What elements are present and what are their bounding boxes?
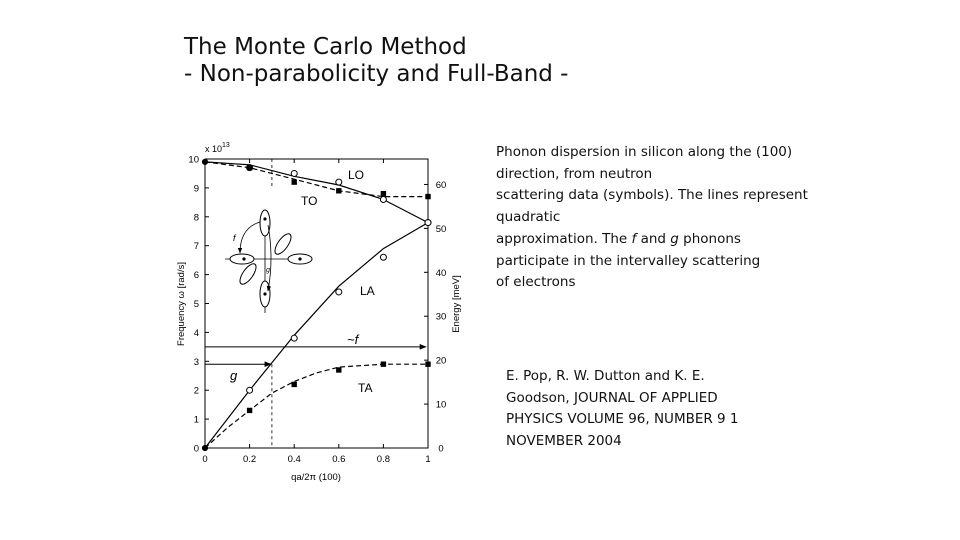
series-line-lo <box>205 162 428 223</box>
chart-labels <box>176 142 462 483</box>
y-tick-label: 2 <box>193 385 199 397</box>
data-point-to <box>336 188 341 193</box>
series-label-la: LA <box>360 284 375 298</box>
valley-center-dot <box>242 257 245 260</box>
x-tick-label: 0.2 <box>242 454 257 465</box>
valley-left <box>230 254 254 264</box>
inset-label-g: g <box>266 267 270 274</box>
chart-svg <box>170 128 470 488</box>
y-right-tick-label: 10 <box>435 399 447 411</box>
valley-top <box>260 210 270 236</box>
y-tick-label: 8 <box>193 212 199 224</box>
data-point-to <box>247 165 252 170</box>
y-axis-label: Frequency ω [rad/s] <box>176 262 187 346</box>
citation-line4: NOVEMBER 2004 <box>506 433 622 450</box>
citation-line3: PHYSICS VOLUME 96, NUMBER 9 1 <box>506 411 739 428</box>
series-line-ta <box>205 364 428 448</box>
x-tick-label: 0.8 <box>376 454 391 465</box>
y-right-tick-label: 50 <box>435 223 447 235</box>
data-point-ta <box>202 445 208 451</box>
y-tick-label: 1 <box>193 414 199 426</box>
data-point-lo <box>380 196 386 202</box>
valley-center-dot <box>263 292 266 295</box>
data-point-ta <box>336 367 341 372</box>
data-point-lo <box>291 170 297 176</box>
valley-center-dot <box>298 257 301 260</box>
slide-title-line2: - Non-parabolicity and Full-Band - <box>184 61 569 87</box>
data-point-ta <box>381 361 386 366</box>
data-point-to <box>292 179 297 184</box>
caption-line2: direction, from neutron <box>496 165 653 182</box>
figure-caption <box>496 142 841 294</box>
citation-line1: E. Pop, R. W. Dutton and K. E. <box>506 368 705 384</box>
caption-line3: scattering data (symbols). The lines represent <box>496 187 808 204</box>
y-tick-label: 6 <box>193 270 199 282</box>
x-tick-label: 0 <box>202 454 208 465</box>
slide-title-line1: The Monte Carlo Method <box>184 34 467 60</box>
data-point-la <box>380 254 386 260</box>
data-point-to <box>381 191 386 196</box>
caption-line5-post: phonons <box>678 230 741 247</box>
caption-line5-mid: and <box>636 230 671 247</box>
y-right-tick-label: 20 <box>435 355 447 367</box>
y-right-tick-label: 60 <box>435 179 447 191</box>
y-right-tick-label: 30 <box>435 311 447 323</box>
data-point-la <box>336 289 342 295</box>
x-tick-label: 0.4 <box>287 454 301 465</box>
y-tick-label: 5 <box>193 299 199 310</box>
y-tick-label: 3 <box>193 356 199 368</box>
series-label-to: TO <box>301 194 318 208</box>
caption-line5 <box>496 229 841 251</box>
valley-diag-sw <box>237 261 259 286</box>
x-tick-label: 0.6 <box>332 454 346 465</box>
annotation-g: g <box>230 368 238 383</box>
citation <box>506 366 776 453</box>
inset-f-arrow <box>240 222 260 253</box>
data-point-ta <box>425 361 430 366</box>
series-label-lo: LO <box>348 168 365 182</box>
inset-g-arrow <box>268 225 271 291</box>
y-right-tick-label: 0 <box>438 443 444 455</box>
y-tick-label: 9 <box>193 183 199 195</box>
caption-line5-pre: approximation. The <box>496 230 632 247</box>
caption-g: g <box>670 230 679 247</box>
valley-inset-diagram <box>225 210 312 313</box>
y-tick-label: 10 <box>188 154 199 166</box>
caption-f: f <box>631 230 637 247</box>
annotation-f: ~f <box>347 332 359 347</box>
data-point-ta <box>247 408 252 413</box>
valley-diag-ne <box>272 231 294 256</box>
y-right-tick-label: 40 <box>435 267 447 279</box>
caption-line6: participate in the intervalley scattering <box>496 252 761 269</box>
y-tick-label: 4 <box>193 327 199 339</box>
citation-line2: Goodson, JOURNAL OF APPLIED <box>506 389 718 406</box>
data-point-lo <box>336 179 342 185</box>
valley-center-dot <box>263 217 266 220</box>
y-axis-label-right: Energy [meV] <box>451 275 462 333</box>
x-tick-label: 1 <box>425 454 431 465</box>
data-point-la <box>247 387 253 393</box>
phonon-dispersion-chart <box>170 128 470 488</box>
series-label-ta: TA <box>358 381 373 395</box>
y-multiplier-text: x $10^{13}$ <box>205 142 230 154</box>
data-point-to <box>425 194 430 199</box>
series-line-to <box>205 162 428 197</box>
x-axis-label: qa/2π (100) <box>291 472 341 483</box>
inset-label-f: f <box>233 233 236 243</box>
data-point-to <box>202 159 208 165</box>
data-point-ta <box>292 382 297 387</box>
caption-line1: Phonon dispersion in silicon along the (100) <box>496 144 793 160</box>
y-tick-label: 7 <box>193 241 199 253</box>
caption-line7: of electrons <box>496 274 576 291</box>
y-tick-label: 0 <box>193 443 199 455</box>
data-point-la <box>425 220 431 226</box>
slide-title <box>184 34 569 88</box>
data-point-la <box>291 335 297 341</box>
caption-line4: quadratic <box>496 209 561 226</box>
